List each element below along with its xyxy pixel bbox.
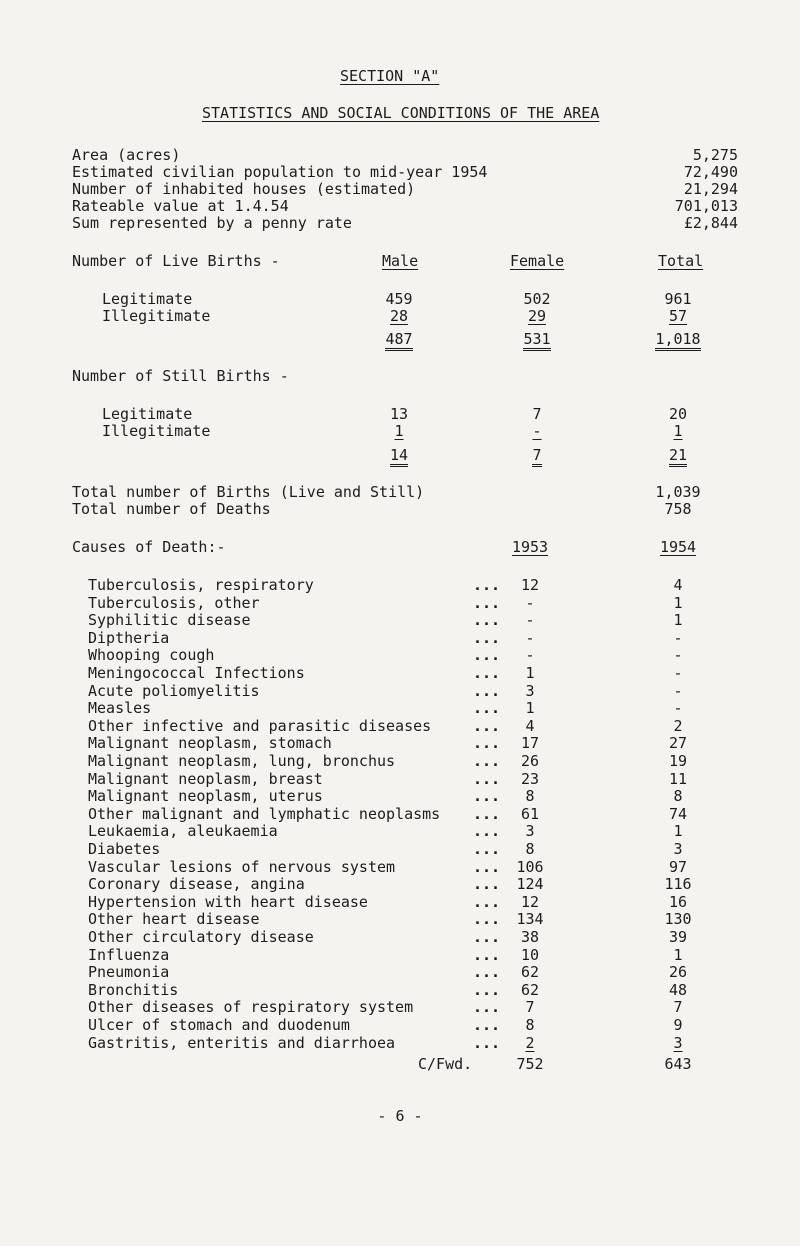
col-male-header: Male (382, 252, 419, 270)
stat-label: Sum represented by a penny rate (72, 214, 352, 232)
stat-value: 21,294 (683, 180, 738, 198)
stat-label: Rateable value at 1.4.54 (72, 197, 289, 215)
cause-label: Meningococcal Infections (88, 664, 305, 682)
cause-label: Other heart disease (88, 910, 260, 928)
value-1954: 2 (673, 717, 683, 735)
dot-leader: ... (473, 1034, 501, 1052)
stat-label: Estimated civilian population to mid-year 1954 (72, 163, 488, 181)
value-1953: - (525, 629, 535, 647)
total-births-value: 1,039 (655, 483, 701, 501)
value-1953: 62 (520, 981, 540, 999)
value-1953: 8 (525, 1016, 535, 1034)
dot-leader: ... (473, 805, 501, 823)
cause-row (0, 734, 800, 752)
value-1954: - (673, 699, 683, 717)
value-1954: - (673, 629, 683, 647)
dot-leader: ... (473, 893, 501, 911)
cause-row (0, 963, 800, 981)
value-1953: - (525, 594, 535, 612)
cause-label: Malignant neoplasm, breast (88, 770, 323, 788)
value-1953: - (525, 611, 535, 629)
value-1953: 23 (520, 770, 540, 788)
cause-row (0, 699, 800, 717)
value-1953: 134 (516, 910, 544, 928)
value-1954: - (673, 664, 683, 682)
cause-label: Coronary disease, angina (88, 875, 305, 893)
page-number: - 6 - (377, 1107, 423, 1125)
value-1954: 130 (664, 910, 692, 928)
cause-label: Leukaemia, aleukaemia (88, 822, 278, 840)
stat-label: Number of inhabited houses (estimated) (72, 180, 416, 198)
value-1954: 19 (668, 752, 688, 770)
male-total: 487 (374, 330, 424, 348)
total-deaths-label: Total number of Deaths (72, 500, 271, 518)
row-label: Legitimate (102, 405, 193, 423)
value-1954: 9 (673, 1016, 683, 1034)
dot-leader: ... (473, 787, 501, 805)
section-title: SECTION "A" (340, 67, 440, 85)
value-1953: 3 (525, 682, 535, 700)
cause-row (0, 910, 800, 928)
value-1953: 17 (520, 734, 540, 752)
cause-label: Gastritis, enteritis and diarrhoea (88, 1034, 396, 1052)
value-1953: 7 (525, 998, 535, 1016)
dot-leader: ... (473, 699, 501, 717)
dot-leader: ... (473, 717, 501, 735)
cause-label: Influenza (88, 946, 170, 964)
cause-row (0, 858, 800, 876)
live-births-heading: Number of Live Births - (72, 252, 280, 270)
dot-leader: ... (473, 594, 501, 612)
value-1954: 48 (668, 981, 688, 999)
value-1953: - (525, 646, 535, 664)
value-1954: 1 (673, 822, 683, 840)
female-value: - (532, 422, 542, 440)
value-1954: 3 (673, 840, 683, 858)
dot-leader: ... (473, 1016, 501, 1034)
carried-forward-1954: 643 (664, 1055, 692, 1073)
carried-forward-1953: 752 (516, 1055, 544, 1073)
causes-heading: Causes of Death:- (72, 538, 226, 556)
dot-leader: ... (473, 858, 501, 876)
cause-row (0, 928, 800, 946)
dot-leader: ... (473, 682, 501, 700)
dot-leader: ... (473, 822, 501, 840)
dot-leader: ... (473, 875, 501, 893)
male-value: 28 (389, 307, 409, 325)
cause-label: Tuberculosis, other (88, 594, 260, 612)
row-label: Illegitimate (102, 422, 211, 440)
value-1953: 10 (520, 946, 540, 964)
cause-row (0, 840, 800, 858)
row-label: Legitimate (102, 290, 193, 308)
male-value: 13 (389, 405, 409, 423)
cause-row (0, 717, 800, 735)
dot-leader: ... (473, 576, 501, 594)
male-total: 14 (374, 446, 424, 464)
dot-leader: ... (473, 664, 501, 682)
male-value: 459 (385, 290, 413, 308)
stat-value: £2,844 (683, 214, 738, 232)
still-births-heading: Number of Still Births - (72, 367, 289, 385)
cause-label: Diptheria (88, 629, 170, 647)
cause-label: Pneumonia (88, 963, 170, 981)
cause-row (0, 805, 800, 823)
cause-row (0, 770, 800, 788)
value-1954: 1 (673, 611, 683, 629)
value-1953: 124 (516, 875, 544, 893)
cause-label: Whooping cough (88, 646, 215, 664)
dot-leader: ... (473, 998, 501, 1016)
value-1954: - (673, 646, 683, 664)
total-value: 1 (673, 422, 683, 440)
total-births-label: Total number of Births (Live and Still) (72, 483, 425, 501)
dot-leader: ... (473, 963, 501, 981)
dot-leader: ... (473, 734, 501, 752)
stat-label: Area (acres) (72, 146, 181, 164)
value-1954: 1 (673, 594, 683, 612)
cause-row (0, 1016, 800, 1034)
carried-forward-label: C/Fwd. (418, 1055, 473, 1073)
cause-label: Malignant neoplasm, stomach (88, 734, 332, 752)
dot-leader: ... (473, 611, 501, 629)
dot-leader: ... (473, 910, 501, 928)
value-1954: 26 (668, 963, 688, 981)
value-1953: 8 (525, 840, 535, 858)
dot-leader: ... (473, 946, 501, 964)
col-female-header: Female (510, 252, 565, 270)
female-total: 7 (512, 446, 562, 464)
value-1954: 16 (668, 893, 688, 911)
cause-row (0, 594, 800, 612)
total-deaths-value: 758 (664, 500, 692, 518)
value-1953: 106 (516, 858, 544, 876)
cause-label: Hypertension with heart disease (88, 893, 368, 911)
value-1954: 8 (673, 787, 683, 805)
dot-leader: ... (473, 981, 501, 999)
female-value: 502 (523, 290, 551, 308)
male-value: 1 (394, 422, 404, 440)
total-value: 961 (664, 290, 692, 308)
cause-label: Vascular lesions of nervous system (88, 858, 396, 876)
col-total-header: Total (658, 252, 704, 270)
cause-row (0, 611, 800, 629)
dot-leader: ... (473, 928, 501, 946)
total-value: 57 (668, 307, 688, 325)
value-1954: 7 (673, 998, 683, 1016)
value-1954: 39 (668, 928, 688, 946)
cause-row (0, 576, 800, 594)
cause-row (0, 682, 800, 700)
value-1954: 3 (673, 1034, 683, 1052)
female-total: 531 (512, 330, 562, 348)
value-1954: 74 (668, 805, 688, 823)
dot-leader: ... (473, 646, 501, 664)
stat-value: 5,275 (692, 146, 738, 164)
grand-total: 21 (648, 446, 708, 464)
page-subtitle: STATISTICS AND SOCIAL CONDITIONS OF THE AREA (202, 104, 600, 122)
total-value: 20 (668, 405, 688, 423)
year-1953-header: 1953 (511, 538, 549, 556)
cause-label: Malignant neoplasm, uterus (88, 787, 323, 805)
female-value: 7 (532, 405, 542, 423)
cause-label: Malignant neoplasm, lung, bronchus (88, 752, 396, 770)
cause-row (0, 629, 800, 647)
dot-leader: ... (473, 629, 501, 647)
value-1953: 62 (520, 963, 540, 981)
cause-row (0, 946, 800, 964)
value-1954: 11 (668, 770, 688, 788)
cause-row (0, 875, 800, 893)
cause-row (0, 664, 800, 682)
grand-total: 1,018 (648, 330, 708, 348)
value-1954: 1 (673, 946, 683, 964)
cause-row (0, 752, 800, 770)
value-1954: 116 (664, 875, 692, 893)
cause-label: Tuberculosis, respiratory (88, 576, 314, 594)
value-1953: 26 (520, 752, 540, 770)
value-1953: 61 (520, 805, 540, 823)
value-1953: 2 (525, 1034, 535, 1052)
value-1953: 12 (520, 576, 540, 594)
cause-row (0, 1034, 800, 1052)
value-1954: 4 (673, 576, 683, 594)
cause-label: Syphilitic disease (88, 611, 251, 629)
value-1953: 12 (520, 893, 540, 911)
female-value: 29 (527, 307, 547, 325)
cause-label: Diabetes (88, 840, 161, 858)
cause-row (0, 998, 800, 1016)
cause-label: Measles (88, 699, 152, 717)
stat-value: 701,013 (674, 197, 738, 215)
value-1953: 1 (525, 699, 535, 717)
cause-row (0, 646, 800, 664)
value-1954: - (673, 682, 683, 700)
cause-row (0, 787, 800, 805)
value-1953: 1 (525, 664, 535, 682)
cause-row (0, 981, 800, 999)
cause-row (0, 822, 800, 840)
dot-leader: ... (473, 752, 501, 770)
stat-value: 72,490 (683, 163, 738, 181)
value-1953: 4 (525, 717, 535, 735)
cause-label: Other circulatory disease (88, 928, 314, 946)
dot-leader: ... (473, 840, 501, 858)
year-1954-header: 1954 (659, 538, 697, 556)
cause-label: Ulcer of stomach and duodenum (88, 1016, 350, 1034)
value-1953: 3 (525, 822, 535, 840)
value-1954: 27 (668, 734, 688, 752)
cause-label: Other infective and parasitic diseases (88, 717, 432, 735)
value-1953: 38 (520, 928, 540, 946)
cause-label: Other diseases of respiratory system (88, 998, 414, 1016)
value-1954: 97 (668, 858, 688, 876)
row-label: Illegitimate (102, 307, 211, 325)
cause-label: Bronchitis (88, 981, 179, 999)
dot-leader: ... (473, 770, 501, 788)
value-1953: 8 (525, 787, 535, 805)
cause-label: Acute poliomyelitis (88, 682, 260, 700)
cause-row (0, 893, 800, 911)
cause-label: Other malignant and lymphatic neoplasms (88, 805, 441, 823)
